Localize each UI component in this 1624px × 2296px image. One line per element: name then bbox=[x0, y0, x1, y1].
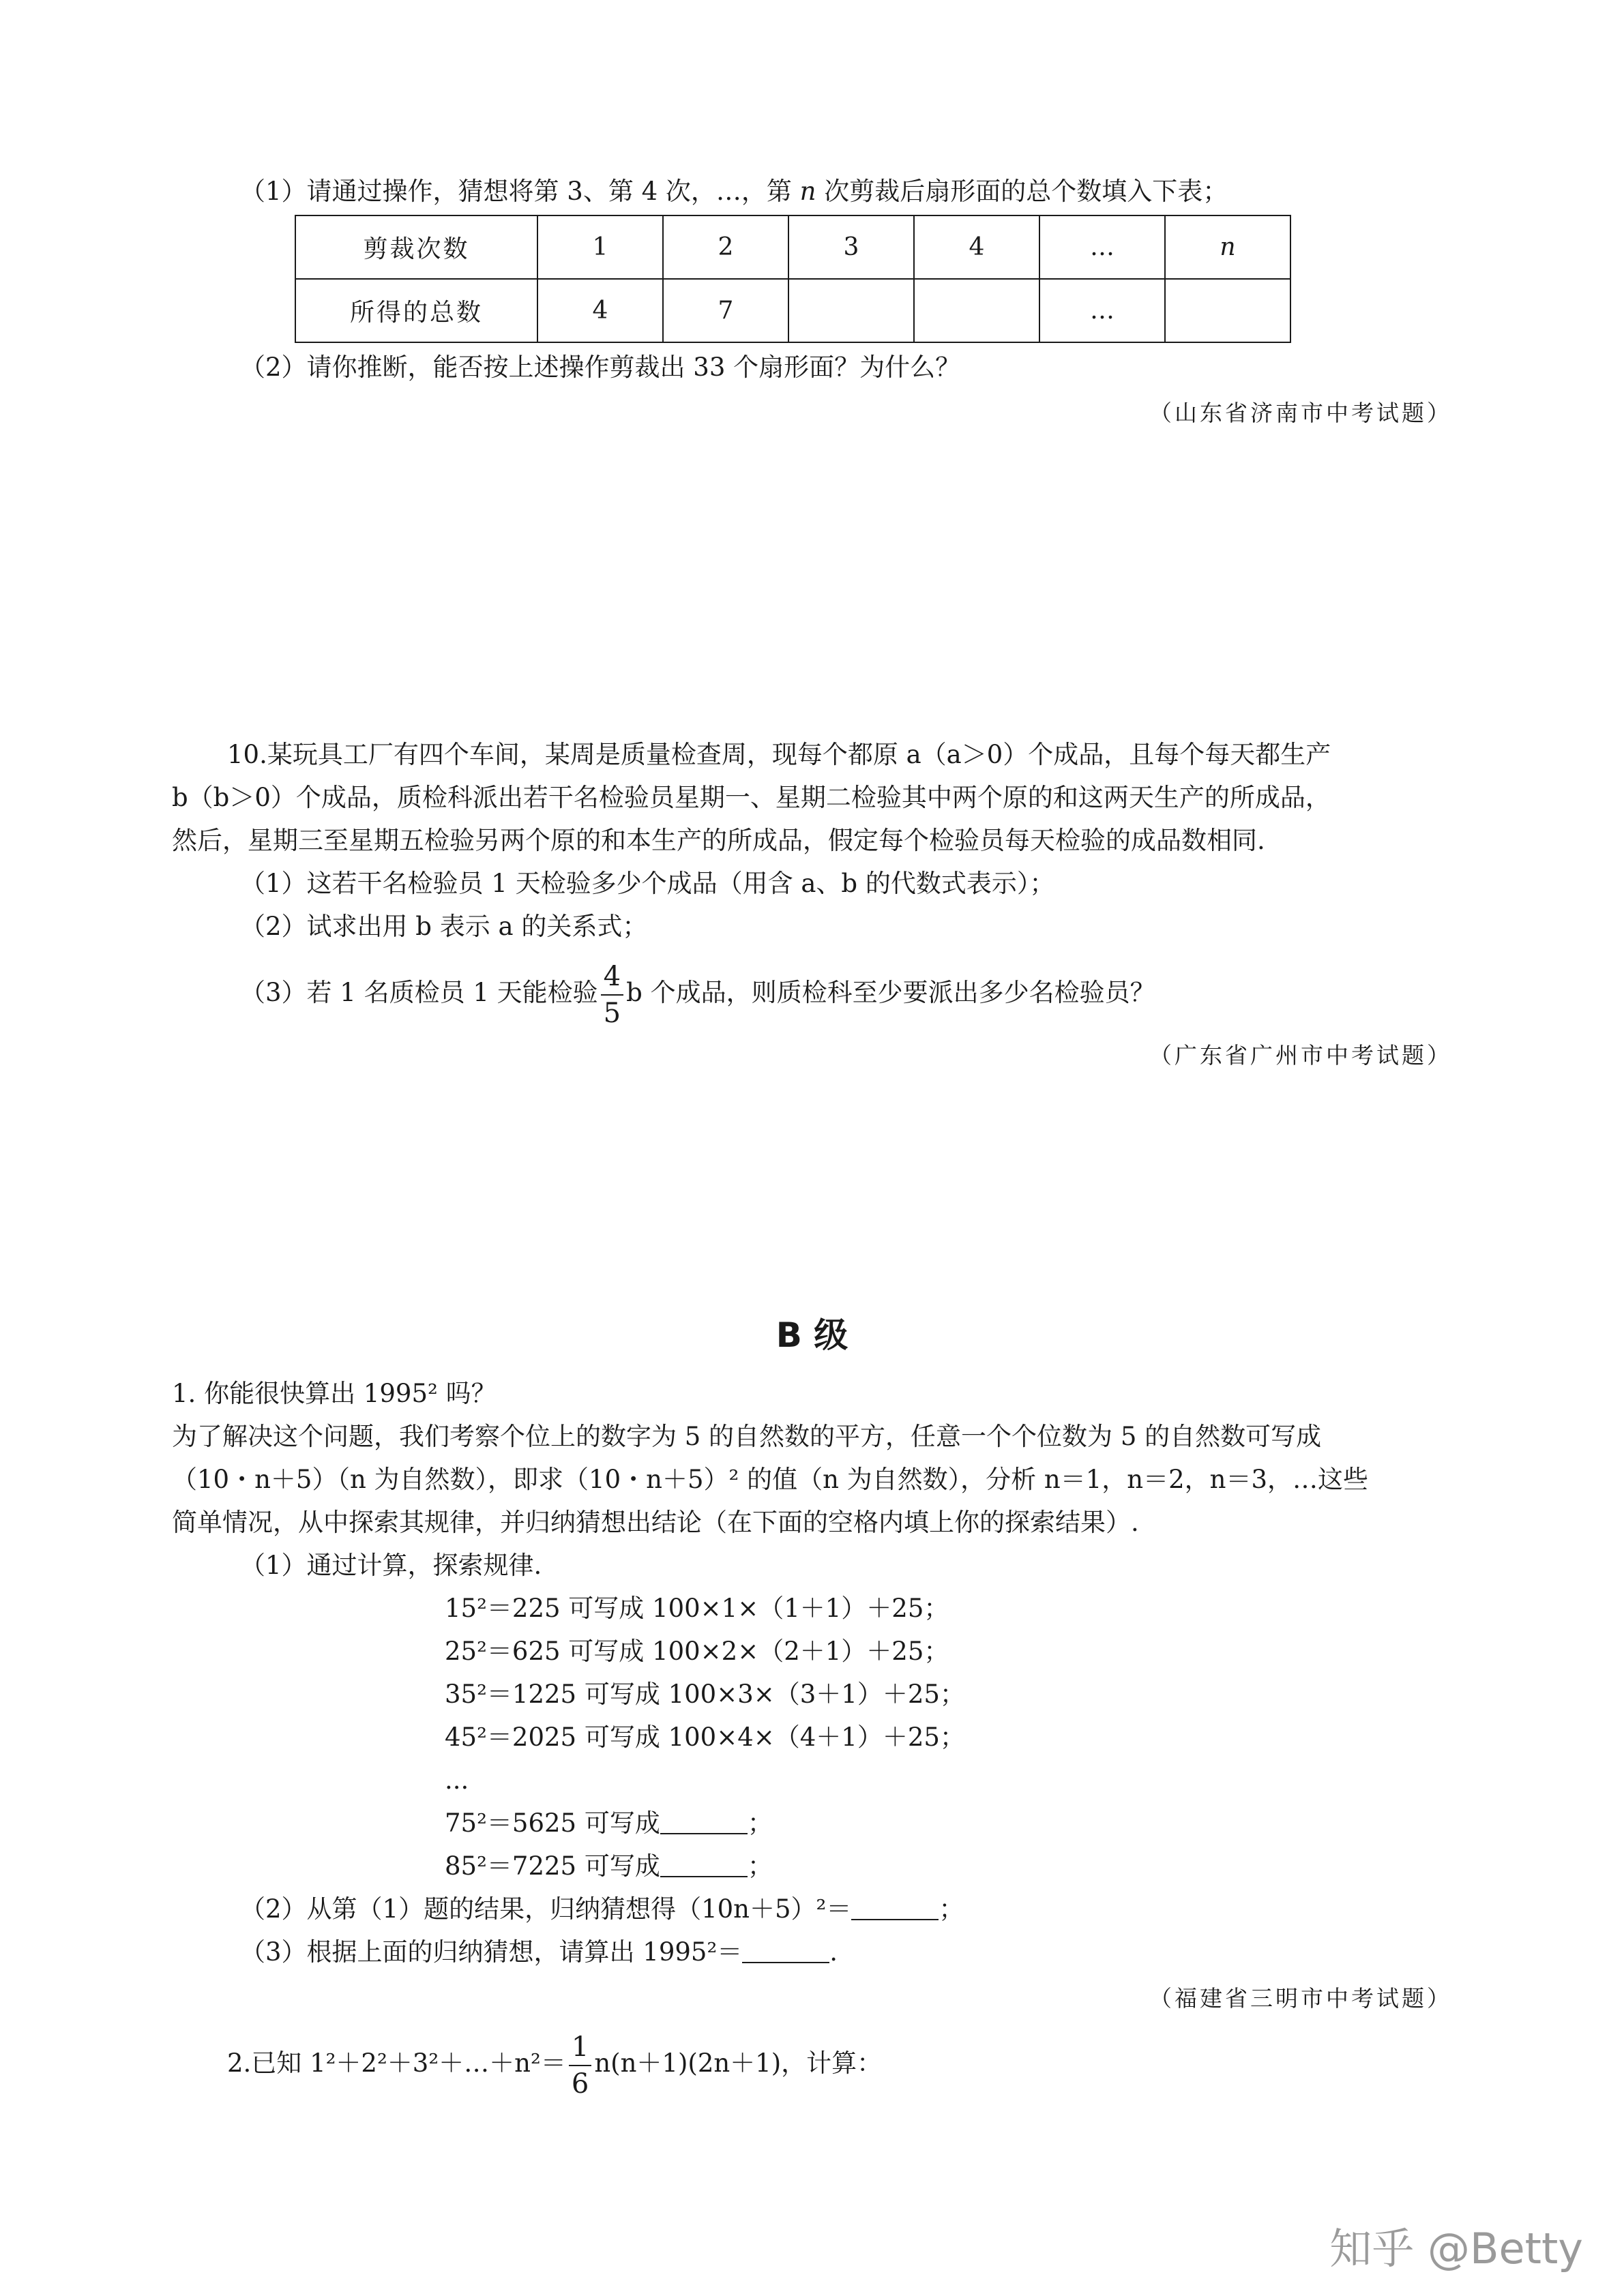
b1-part1: （1）通过计算，探索规律. bbox=[240, 1551, 542, 1580]
b1-part2: （2）从第（1）题的结果，归纳猜想得（10n＋5）²＝ ； bbox=[240, 1894, 964, 1924]
table-cell: 4 bbox=[914, 215, 1039, 279]
watermark: 知乎 @Betty bbox=[1329, 2224, 1583, 2273]
q10-source: （广东省广州市中考试题） bbox=[1149, 1042, 1452, 1069]
table-cell: n bbox=[1165, 215, 1290, 279]
b1-line1: 1. 你能很快算出 1995² 吗？ bbox=[172, 1379, 497, 1408]
fraction: $\frac{4}{5}$ bbox=[601, 959, 623, 1031]
b1-line4: 简单情况，从中探索其规律，并归纳猜想出结论（在下面的空格内填上你的探索结果）. bbox=[172, 1508, 1139, 1537]
table-cell: 7 bbox=[663, 279, 788, 342]
fraction: $\frac{1}{6}$ bbox=[569, 2029, 591, 2102]
answer-blank[interactable] bbox=[851, 1894, 939, 1920]
cutting-table bbox=[295, 215, 1291, 343]
answer-blank[interactable] bbox=[660, 1851, 748, 1877]
calc-line: 85²＝7225 可写成 ； bbox=[445, 1851, 773, 1881]
table-cell: 1 bbox=[537, 215, 663, 279]
q10-part1: （1）这若干名检验员 1 天检验多少个成品（用含 a、b 的代数式表示）； bbox=[240, 869, 1055, 898]
table-cell-empty[interactable] bbox=[788, 279, 914, 342]
table-cell: 3 bbox=[788, 215, 914, 279]
calc-line: 35²＝1225 可写成 100×3×（3＋1）＋25； bbox=[445, 1680, 965, 1709]
calc-line: 45²＝2025 可写成 100×4×（4＋1）＋25； bbox=[445, 1723, 965, 1752]
calc-line: 25²＝625 可写成 100×2×（2＋1）＋25； bbox=[445, 1637, 949, 1666]
table-cell: … bbox=[1039, 279, 1165, 342]
calc-line: 75²＝5625 可写成 ； bbox=[445, 1808, 773, 1838]
b2-line: 2.已知 1²＋2²＋3²＋…＋n²＝ $\frac{1}{6}$ n(n＋1)(2n＋1)，计算： bbox=[227, 2024, 882, 2103]
b1-line2: 为了解决这个问题，我们考察个位上的数字为 5 的自然数的平方，任意一个个位数为 5 的自然数可写成 bbox=[172, 1422, 1322, 1451]
table-header-cell: 剪裁次数 bbox=[295, 215, 537, 279]
q9-source: （山东省济南市中考试题） bbox=[1149, 400, 1452, 426]
table-row bbox=[295, 279, 1290, 342]
table-cell-empty[interactable] bbox=[1165, 279, 1290, 342]
answer-blank[interactable] bbox=[660, 1808, 748, 1834]
table-cell: … bbox=[1039, 215, 1165, 279]
q10-part3: （3）若 1 名质检员 1 天能检验 $\frac{4}{5}$ b 个成品，则质检科至少要派出多少名检验员？ bbox=[240, 953, 1155, 1032]
b1-part3: （3）根据上面的归纳猜想，请算出 1995²＝ . bbox=[240, 1937, 838, 1967]
calc-line: 15²＝225 可写成 100×1×（1＋1）＋25； bbox=[445, 1594, 949, 1623]
q10-line1: 10.某玩具工厂有四个车间，某周是质量检查周，现每个都原 a（a＞0）个成品，且每个每天都生产 bbox=[227, 740, 1331, 769]
table-cell-empty[interactable] bbox=[914, 279, 1039, 342]
q10-line3: 然后，星期三至星期五检验另两个原的和本生产的所成品，假定每个检验员每天检验的成品数相同. bbox=[172, 826, 1265, 855]
table-row bbox=[295, 215, 1290, 279]
answer-blank[interactable] bbox=[742, 1937, 829, 1963]
calc-line: ... bbox=[445, 1765, 469, 1795]
table-cell: 4 bbox=[537, 279, 663, 342]
section-heading: B 级 bbox=[776, 1315, 848, 1355]
b1-line3: （10・n＋5）（n 为自然数），即求（10・n＋5）² 的值（n 为自然数），分析 n＝1，n＝2，n＝3，…这些 bbox=[172, 1465, 1369, 1494]
q10-part2: （2）试求出用 b 表示 a 的关系式； bbox=[240, 912, 648, 941]
q9-part2: （2）请你推断，能否按上述操作剪裁出 33 个扇形面？为什么？ bbox=[240, 353, 961, 382]
b1-source: （福建省三明市中考试题） bbox=[1149, 1985, 1452, 2012]
q9-part1: （1）请通过操作，猜想将第 3、第 4 次，…，第 n 次剪裁后扇形面的总个数填入下表； bbox=[240, 177, 1228, 206]
q10-line2: b（b＞0）个成品，质检科派出若干名检验员星期一、星期二检验其中两个原的和这两天生产的所成品， bbox=[172, 783, 1331, 812]
table-cell: 2 bbox=[663, 215, 788, 279]
table-header-cell: 所得的总数 bbox=[295, 279, 537, 342]
